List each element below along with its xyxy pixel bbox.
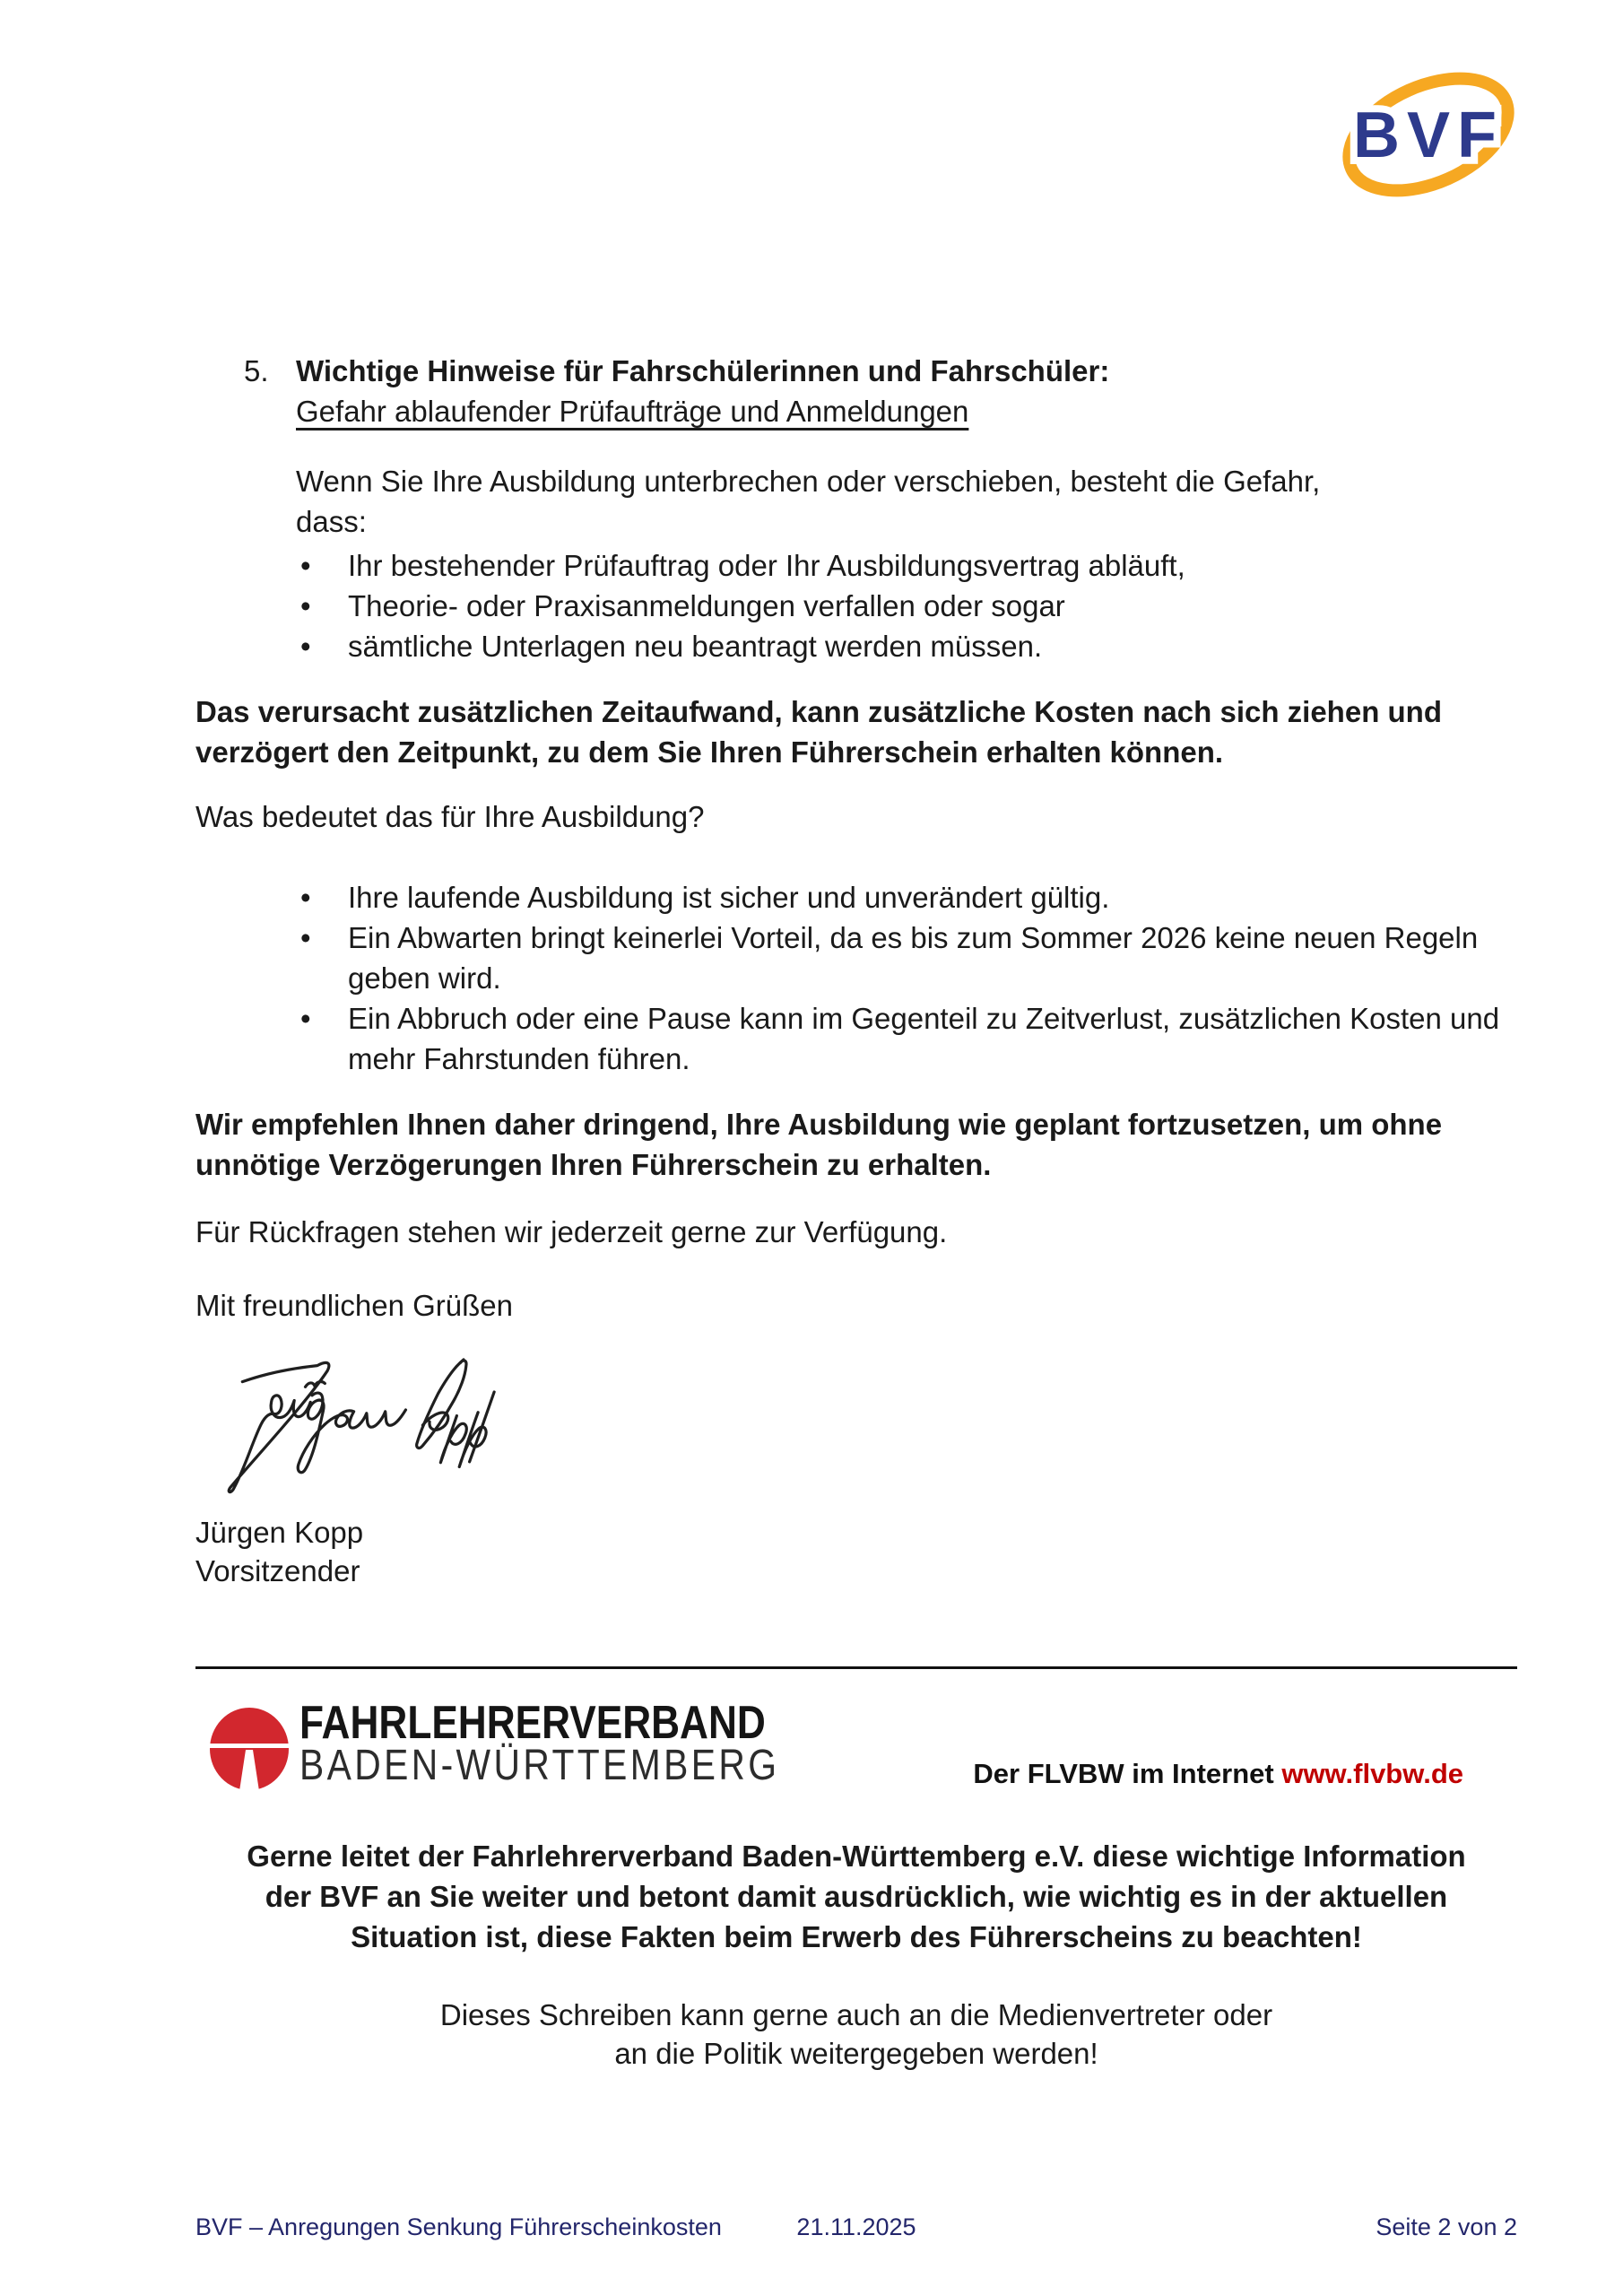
section-title: Wichtige Hinweise für Fahrschülerinnen und Fahrschüler: (296, 354, 1110, 387)
letter-body (195, 0, 1517, 2073)
intro-line-1: Wenn Sie Ihre Ausbildung unterbrechen oder verschieben, besteht die Gefahr, (296, 465, 1321, 498)
footer-document-title: BVF – Anregungen Senkung Führerscheinkosten (195, 2213, 722, 2240)
note-bold-line-3: Situation ist, diese Fakten beim Erwerb des Führerscheins zu beachten! (351, 1920, 1362, 1953)
note-plain-line-2: an die Politik weitergegeben werden! (614, 2037, 1098, 2070)
note-plain-line-1: Dieses Schreiben kann gerne auch an die Medienvertreter oder (439, 1998, 1273, 2031)
question-paragraph: Was bedeutet das für Ihre Ausbildung? (195, 800, 705, 833)
closing-paragraph: Mit freundlichen Grüßen (195, 1289, 513, 1322)
section-number: 5. (244, 354, 269, 387)
flvbw-road-icon (208, 1707, 291, 1793)
divider (195, 1666, 1517, 1669)
risk-list (195, 545, 1505, 666)
list-item: • Ein Abbruch oder eine Pause kann im Gegenteil zu Zeitverlust, zusätzlichen Kosten und mehr Fahrstunden führen. (195, 998, 1505, 1079)
footer-date: 21.11.2025 (796, 2213, 916, 2240)
note-bold-line-2: der BVF an Sie weiter und betont damit ausdrücklich, wie wichtig es in der aktuellen (265, 1880, 1448, 1913)
flvbw-logo-row (195, 1697, 1517, 1792)
signature-script-icon (201, 1343, 560, 1509)
intro-line-2: dass: (296, 505, 367, 538)
list-item: • Ihr bestehender Prüfauftrag oder Ihr Ausbildungsvertrag abläuft, (195, 545, 1505, 586)
flvbw-note-bold (195, 1836, 1517, 1957)
section-subtitle: Gefahr ablaufender Prüfaufträge und Anmeldungen (296, 395, 969, 428)
signer-role: Vorsitzender (195, 1554, 360, 1587)
page-footer (0, 2212, 1623, 2248)
flvbw-website-link[interactable]: www.flvbw.de (1281, 1758, 1463, 1789)
list-item: • sämtliche Unterlagen neu beantragt werden müssen. (195, 626, 1505, 666)
list-item: • Ein Abwarten bringt keinerlei Vorteil, da es bis zum Sommer 2026 keine neuen Regeln geben wird. (195, 918, 1505, 998)
list-item: • Theorie- oder Praxisanmeldungen verfallen oder sogar (195, 586, 1505, 626)
recommendation-paragraph: Wir empfehlen Ihnen daher dringend, Ihre Ausbildung wie geplant fortzusetzen, um ohne unnötige Verzögerungen Ihren Führerschein zu erhalten. (195, 1108, 1443, 1181)
signer-block (195, 1513, 1517, 1590)
footer-page-number: Seite 2 von 2 (1376, 2213, 1517, 2240)
internet-label: Der FLVBW im Internet (973, 1758, 1282, 1789)
contact-paragraph: Für Rückfragen stehen wir jederzeit gerne zur Verfügung. (195, 1215, 948, 1248)
bvf-logo-text: BVF (1353, 100, 1504, 171)
warning-paragraph: Das verursacht zusätzlichen Zeitaufwand, kann zusätzliche Kosten nach sich ziehen und verzögert den Zeitpunkt, zu dem Sie Ihren Führerschein erhalten können. (195, 695, 1442, 769)
flvbw-logo-text (299, 1697, 780, 1789)
section-heading (244, 351, 1517, 431)
internet-line (973, 1753, 1463, 1794)
flvbw-note-plain (195, 1996, 1517, 2073)
signature (201, 1343, 1517, 1509)
implications-list (195, 877, 1505, 1079)
flvbw-logo-line2: BADEN-WÜRTTEMBERG (299, 1742, 780, 1789)
note-bold-line-1: Gerne leitet der Fahrlehrerverband Baden-Württemberg e.V. diese wichtige Information (247, 1839, 1466, 1873)
intro-paragraph (296, 461, 1517, 542)
list-item: • Ihre laufende Ausbildung ist sicher und unverändert gültig. (195, 877, 1505, 918)
flvbw-logo-line1: FAHRLEHRERVERBAND (299, 1697, 766, 1749)
signer-name: Jürgen Kopp (195, 1516, 364, 1549)
